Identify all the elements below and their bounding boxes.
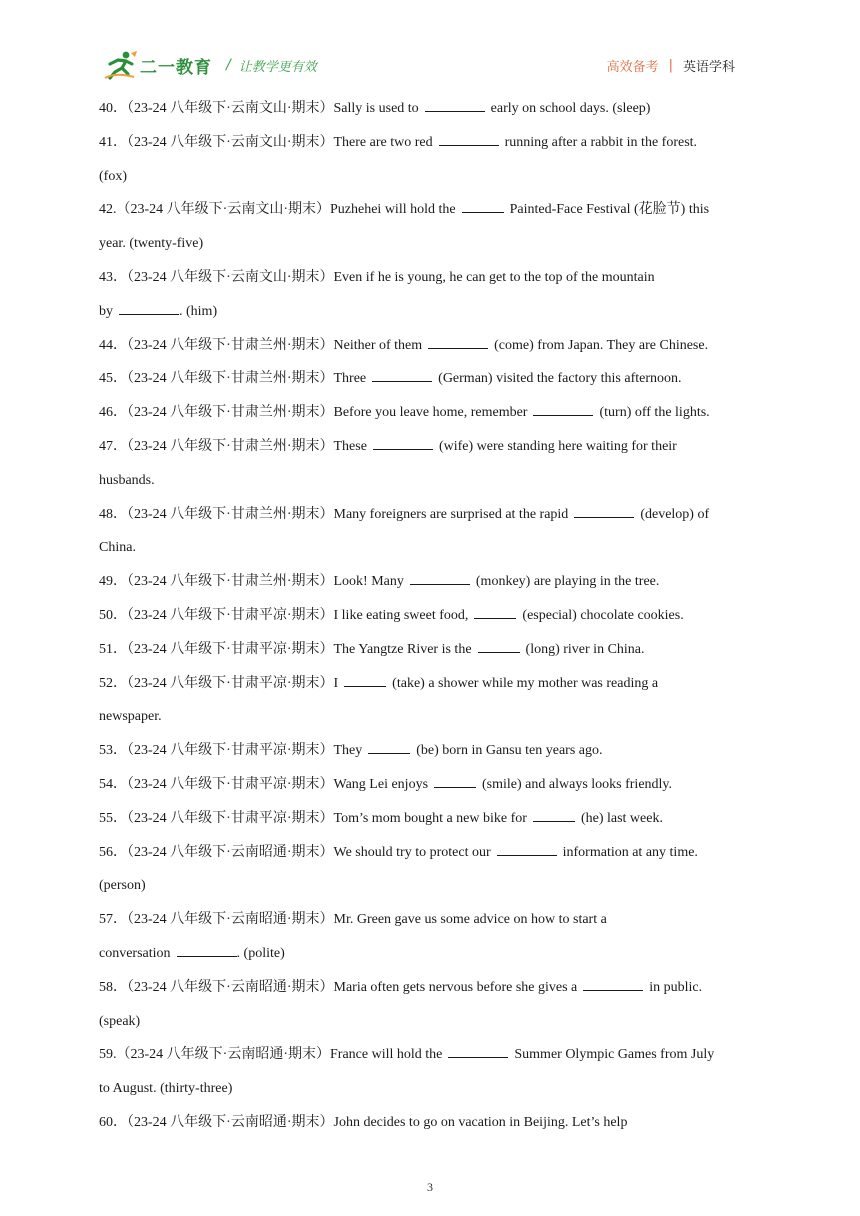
item-number: 54． [99, 776, 127, 792]
item-text: (develop) of [640, 506, 710, 522]
item-text: Maria often gets nervous before she gives a [333, 979, 578, 995]
item-number: 47． [99, 438, 127, 454]
item-continuation: . (polite) [236, 945, 285, 961]
answer-blank[interactable] [177, 942, 237, 957]
header-divider: / [226, 57, 231, 73]
item-source: （23-24 八年级下·甘肃兰州·期末） [127, 574, 334, 590]
item-text: Painted-Face Festival (花脸节) this [509, 202, 710, 218]
item-text: Neither of them [333, 337, 423, 353]
answer-blank[interactable] [373, 435, 433, 450]
exercise-item [99, 768, 764, 802]
item-source: （23-24 八年级下·云南文山·期末） [127, 134, 334, 150]
item-text: Before you leave home, remember [333, 405, 528, 421]
item-source: （23-24 八年级下·甘肃兰州·期末） [127, 405, 334, 421]
item-source: （23-24 八年级下·云南文山·期末） [127, 101, 334, 116]
item-text: (he) last week. [580, 810, 663, 826]
item-text: We should try to protect our [333, 844, 491, 860]
item-continuation: (fox) [99, 168, 127, 184]
answer-blank[interactable] [434, 773, 476, 788]
item-number: 59. [99, 1047, 117, 1063]
exercise-item [99, 498, 764, 566]
item-text: I like eating sweet food, [333, 607, 469, 623]
item-text: (come) from Japan. They are Chinese. [494, 337, 709, 353]
subject-label [607, 56, 735, 75]
item-text: Mr. Green gave us some advice on how to start a [333, 912, 607, 928]
item-source: （23-24 八年级下·云南昭通·期末） [127, 912, 334, 928]
item-text: (be) born in Gansu ten years ago. [416, 743, 603, 759]
item-continuation: husbands. [99, 472, 155, 488]
answer-blank[interactable] [372, 367, 432, 382]
item-number: 44． [99, 337, 127, 353]
item-continuation: newspaper. [99, 709, 162, 725]
item-number: 53． [99, 743, 127, 759]
item-continuation: conversation [99, 945, 171, 961]
item-text: (monkey) are playing in the tree. [475, 574, 660, 590]
answer-blank[interactable] [497, 841, 557, 856]
item-text: (long) river in China. [525, 641, 645, 657]
item-source: （23-24 八年级下·云南文山·期末） [116, 202, 330, 218]
exercise-item [99, 1038, 764, 1106]
answer-blank[interactable] [574, 503, 634, 518]
exercise-item [99, 734, 764, 768]
item-continuation: year. (twenty-five) [99, 236, 204, 252]
answer-blank[interactable] [410, 570, 470, 585]
item-source: （23-24 八年级下·甘肃平凉·期末） [127, 743, 334, 759]
item-text: They [333, 743, 363, 759]
exercise-item [99, 802, 764, 836]
answer-blank[interactable] [448, 1043, 508, 1058]
subject-tag: 高效备考 [606, 60, 659, 75]
item-number: 42. [99, 202, 117, 218]
exercise-item [99, 599, 764, 633]
exercise-list [99, 92, 764, 1140]
item-continuation: China. [99, 540, 136, 556]
exercise-item [99, 126, 764, 194]
answer-blank[interactable] [425, 97, 485, 112]
item-text: Many foreigners are surprised at the rapid [333, 506, 569, 522]
item-source: （23-24 八年级下·云南昭通·期末） [116, 1047, 330, 1063]
item-source: （23-24 八年级下·甘肃平凉·期末） [127, 810, 334, 826]
item-continuation: . (him) [179, 303, 218, 319]
exercise-item [99, 261, 764, 329]
answer-blank[interactable] [533, 401, 593, 416]
item-number: 60． [99, 1114, 127, 1130]
answer-blank[interactable] [344, 672, 386, 687]
item-text: The Yangtze River is the [333, 641, 472, 657]
item-number: 51． [99, 641, 127, 657]
item-number: 56． [99, 844, 127, 860]
answer-blank[interactable] [533, 807, 575, 822]
answer-blank[interactable] [474, 604, 516, 619]
item-number: 45． [99, 371, 127, 387]
item-source: （23-24 八年级下·甘肃平凉·期末） [127, 641, 334, 657]
item-number: 40． [99, 101, 127, 116]
item-text: (smile) and always looks friendly. [482, 776, 673, 792]
item-text: (especial) chocolate cookies. [522, 607, 684, 623]
exercise-item [99, 430, 764, 498]
exercise-item [99, 329, 764, 363]
item-text: Look! Many [333, 574, 404, 590]
answer-blank[interactable] [119, 300, 179, 315]
item-text: in public. [649, 979, 703, 995]
item-source: （23-24 八年级下·甘肃平凉·期末） [127, 607, 334, 623]
subject-name: 英语学科 [682, 60, 735, 75]
item-source: （23-24 八年级下·甘肃兰州·期末） [127, 506, 334, 522]
item-text: information at any time. [562, 844, 698, 860]
item-number: 55． [99, 810, 127, 826]
answer-blank[interactable] [439, 131, 499, 146]
item-source: （23-24 八年级下·云南昭通·期末） [127, 979, 334, 995]
item-text: (take) a shower while my mother was reading a [392, 675, 659, 691]
item-source: （23-24 八年级下·云南昭通·期末） [127, 1114, 334, 1130]
item-source: （23-24 八年级下·甘肃兰州·期末） [127, 438, 334, 454]
item-text: (wife) were standing here waiting for their [438, 438, 677, 454]
item-text: early on school days. (sleep) [490, 101, 651, 116]
page-number: 3 [427, 1180, 433, 1194]
runner-logo-icon [104, 50, 138, 80]
item-source: （23-24 八年级下·甘肃兰州·期末） [127, 371, 334, 387]
exercise-item [99, 971, 764, 1039]
answer-blank[interactable] [368, 739, 410, 754]
item-text: running after a rabbit in the forest. [504, 134, 698, 150]
item-number: 52． [99, 675, 127, 691]
item-continuation: (person) [99, 878, 146, 894]
item-source: （23-24 八年级下·云南文山·期末） [127, 269, 334, 285]
brand-slogan: 让教学更有效 [238, 59, 317, 75]
item-continuation: (speak) [99, 1013, 141, 1029]
item-number: 43． [99, 269, 127, 285]
subject-separator: | [668, 58, 673, 73]
item-source: （23-24 八年级下·云南昭通·期末） [127, 844, 334, 860]
item-text: (turn) off the lights. [599, 405, 710, 421]
item-number: 41． [99, 134, 127, 150]
item-text: Summer Olympic Games from July [514, 1047, 715, 1063]
exercise-item [99, 836, 764, 904]
item-text: (German) visited the factory this afternoon. [438, 371, 682, 387]
item-number: 58． [99, 979, 127, 995]
item-number: 50． [99, 607, 127, 623]
answer-blank[interactable] [462, 198, 504, 213]
item-text: Wang Lei enjoys [333, 776, 429, 792]
item-text: John decides to go on vacation in Beijing. Let’s help [333, 1114, 628, 1130]
item-text: Puzhehei will hold the [330, 202, 456, 218]
item-text: France will hold the [330, 1047, 443, 1063]
exercise-item [99, 667, 764, 735]
item-text: Tom’s mom bought a new bike for [333, 810, 527, 826]
item-text: Sally is used to [333, 101, 419, 116]
brand-name: 二一教育 [140, 57, 212, 78]
item-continuation: to August. (thirty-three) [99, 1081, 233, 1097]
exercise-item [99, 362, 764, 396]
item-source: （23-24 八年级下·甘肃平凉·期末） [127, 675, 334, 691]
item-number: 48． [99, 506, 127, 522]
exercise-item [99, 565, 764, 599]
item-number: 49． [99, 574, 127, 590]
item-text: I [333, 675, 339, 691]
item-text: These [333, 438, 367, 454]
item-source: （23-24 八年级下·甘肃平凉·期末） [127, 776, 334, 792]
exercise-item [99, 193, 764, 261]
item-continuation: by [99, 303, 113, 319]
brand-logo [104, 47, 317, 83]
answer-blank[interactable] [478, 638, 520, 653]
exercise-item [99, 92, 764, 126]
exercise-item [99, 633, 764, 667]
item-text: Three [333, 371, 367, 387]
item-text: Even if he is young, he can get to the top of the mountain [333, 269, 655, 285]
page-header [0, 0, 860, 90]
exercise-item [99, 396, 764, 430]
item-text: There are two red [333, 134, 433, 150]
exercise-item [99, 1106, 764, 1140]
exercise-item [99, 903, 764, 971]
item-number: 57． [99, 912, 127, 928]
item-source: （23-24 八年级下·甘肃兰州·期末） [127, 337, 334, 353]
item-number: 46． [99, 405, 127, 421]
answer-blank[interactable] [583, 976, 643, 991]
answer-blank[interactable] [428, 334, 488, 349]
